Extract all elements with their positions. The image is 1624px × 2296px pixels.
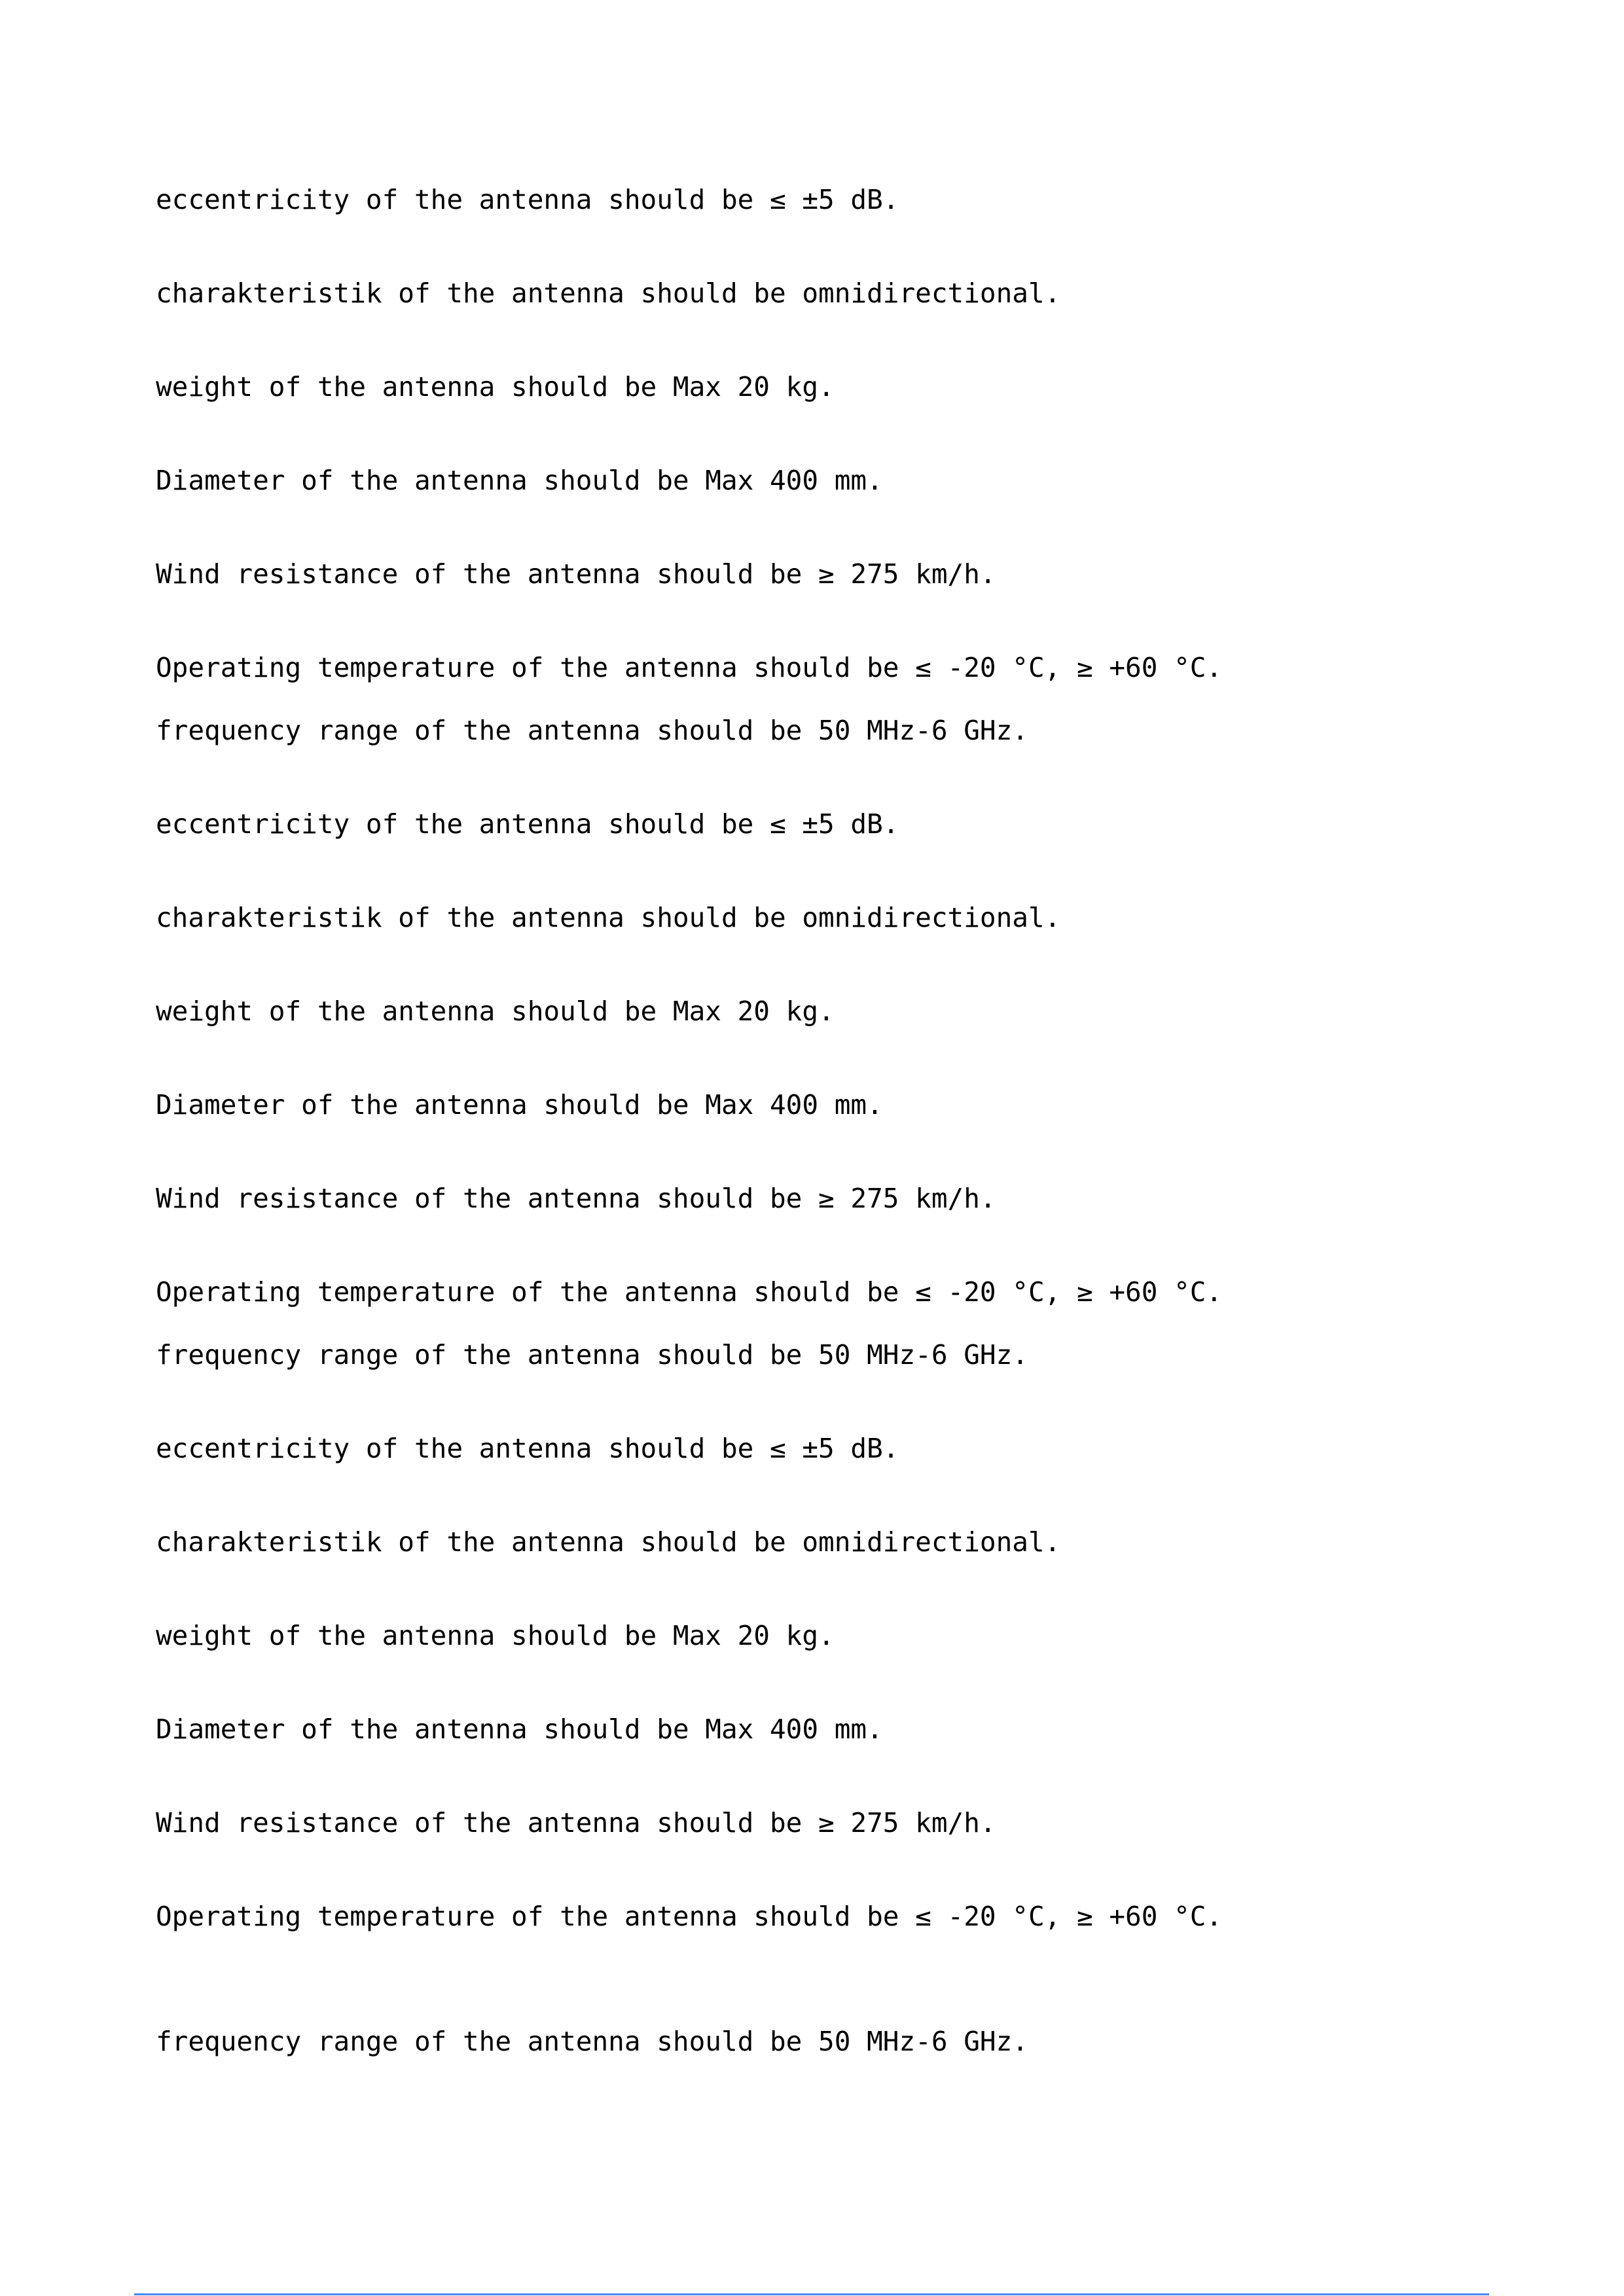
spec-line-eccentricity-3: eccentricity of the antenna should be ≤ ±5 dB. — [156, 1432, 899, 1464]
spec-line-weight-1: weight of the antenna should be Max 20 kg. — [156, 371, 835, 403]
spec-line-frequency-range-2: frequency range of the antenna should be 50 MHz-6 GHz. — [156, 1338, 1028, 1371]
spec-line-diameter-3: Diameter of the antenna should be Max 400 mm. — [156, 1713, 883, 1746]
spec-line-wind-resistance-2: Wind resistance of the antenna should be ≥ 275 km/h. — [156, 1183, 996, 1215]
spec-line-frequency-range-1: frequency range of the antenna should be 50 MHz-6 GHz. — [156, 714, 1028, 746]
spec-line-operating-temperature-2: Operating temperature of the antenna should be ≤ -20 °C, ≥ +60 °C. — [156, 1276, 1223, 1308]
bottom-blue-line — [134, 2293, 1489, 2295]
spec-line-eccentricity-2: eccentricity of the antenna should be ≤ ±5 dB. — [156, 808, 899, 840]
spec-line-characteristic-1: charakteristik of the antenna should be omnidirectional. — [156, 278, 1061, 310]
spec-line-weight-2: weight of the antenna should be Max 20 kg. — [156, 996, 835, 1028]
spec-line-eccentricity-1: eccentricity of the antenna should be ≤ ±5 dB. — [156, 184, 899, 215]
spec-line-diameter-2: Diameter of the antenna should be Max 400 mm. — [156, 1089, 883, 1121]
document-text-block — [156, 185, 1624, 2058]
spec-line-wind-resistance-3: Wind resistance of the antenna should be ≥ 275 km/h. — [156, 1807, 996, 1839]
spec-line-frequency-range-3: frequency range of the antenna should be 50 MHz-6 GHz. — [156, 2026, 1028, 2058]
spec-line-operating-temperature-1: Operating temperature of the antenna should be ≤ -20 °C, ≥ +60 °C. — [156, 652, 1223, 684]
spec-line-characteristic-3: charakteristik of the antenna should be omnidirectional. — [156, 1526, 1061, 1558]
spec-line-wind-resistance-1: Wind resistance of the antenna should be ≥ 275 km/h. — [156, 558, 996, 590]
spec-line-characteristic-2: charakteristik of the antenna should be omnidirectional. — [156, 902, 1061, 934]
spec-line-weight-3: weight of the antenna should be Max 20 kg. — [156, 1620, 835, 1652]
spec-line-diameter-1: Diameter of the antenna should be Max 400 mm. — [156, 465, 883, 497]
spec-line-operating-temperature-3: Operating temperature of the antenna should be ≤ -20 °C, ≥ +60 °C. — [156, 1901, 1223, 1933]
